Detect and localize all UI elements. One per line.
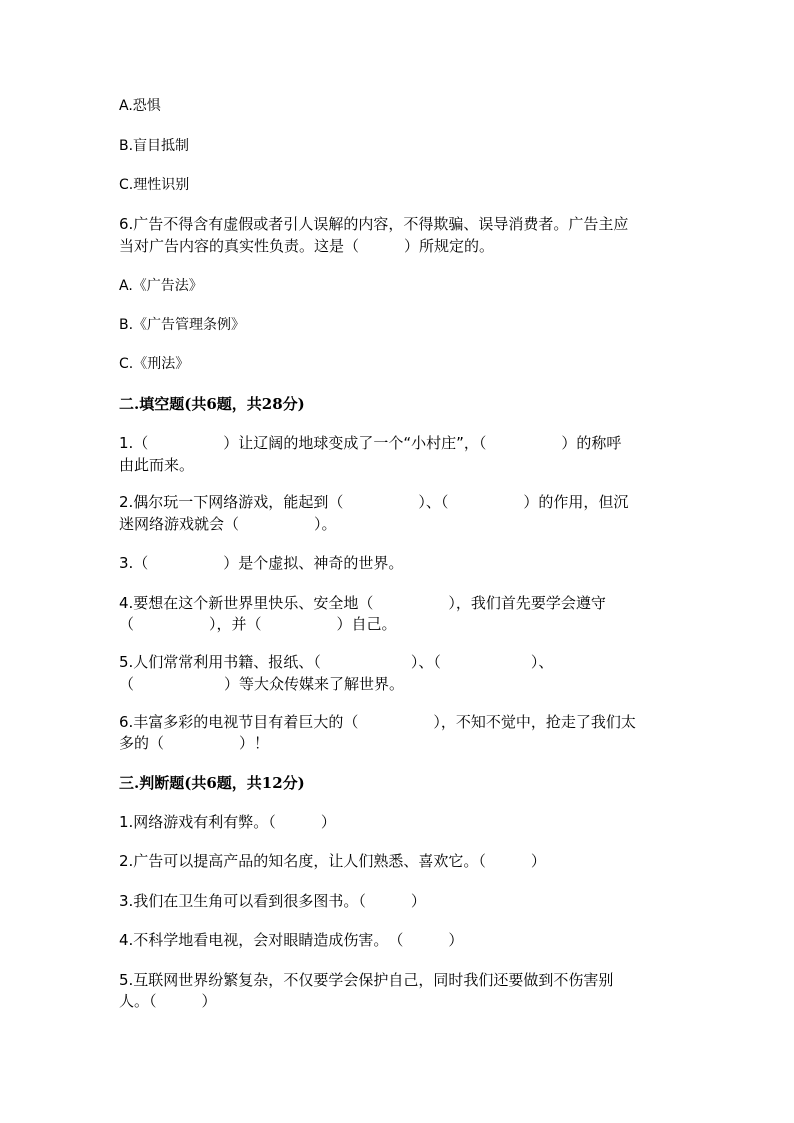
q6-option-b: B.《广告管理条例》 [119, 317, 246, 333]
q6-text-line1: 6.广告不得含有虚假或者引人误解的内容，不得欺骗、误导消费者。广告主应 [119, 215, 629, 233]
q6-option-a: A.《广告法》 [119, 278, 203, 294]
judge-q5-line2: 人。（ ） [119, 992, 217, 1010]
q5-option-b: B.盲目抵制 [119, 138, 190, 154]
judge-section-heading: 三.判断题(共6题，共12分) [119, 774, 305, 792]
judge-q5-line1: 5.互联网世界纷繁复杂，不仅要学会保护自己，同时我们还要做到不伤害别 [119, 971, 614, 989]
judge-q4-line1: 4.不科学地看电视，会对眼睛造成伤害。 （ ） [119, 931, 464, 949]
fill-q5-line1: 5.人们常常利用书籍、报纸、（ ）、（ ）、 [119, 653, 554, 671]
q6-text-line2: 当对广告内容的真实性负责。这是（ ）所规定的。 [119, 237, 495, 255]
fill-q1-line2: 由此而来。 [119, 456, 195, 474]
fill-q5-line2: （ ）等大众传媒来了解世界。 [119, 675, 405, 693]
fill-q1-line1: 1.（ ）让辽阔的地球变成了一个“小村庄”，（ ）的称呼 [119, 434, 622, 452]
judge-q1-line1: 1.网络游戏有利有弊。（ ） [119, 813, 336, 831]
fill-section-heading: 二.填空题(共6题，共28分) [119, 395, 305, 413]
fill-q6-line2: 多的（ ）！ [119, 734, 270, 752]
judge-q2-line1: 2.广告可以提高产品的知名度，让人们熟悉、喜欢它。（ ） [119, 852, 546, 870]
fill-q3-line1: 3.（ ）是个虚拟、神奇的世界。 [119, 554, 404, 572]
fill-q4-line1: 4.要想在这个新世界里快乐、安全地（ ），我们首先要学会遵守 [119, 594, 606, 612]
q5-option-c: C.理性识别 [119, 177, 190, 193]
fill-q6-line1: 6.丰富多彩的电视节目有着巨大的（ ），不知不觉中，抢走了我们太 [119, 713, 636, 731]
judge-q3-line1: 3.我们在卫生角可以看到很多图书。（ ） [119, 892, 426, 910]
fill-q2-line1: 2.偶尔玩一下网络游戏，能起到（ ）、（ ）的作用，但沉 [119, 493, 629, 511]
fill-q2-line2: 迷网络游戏就会（ ）。 [119, 515, 337, 533]
q5-option-a: A.恐惧 [119, 98, 161, 114]
q6-option-c: C.《刑法》 [119, 356, 190, 372]
fill-q4-line2: （ ），并（ ）自己。 [119, 615, 397, 633]
